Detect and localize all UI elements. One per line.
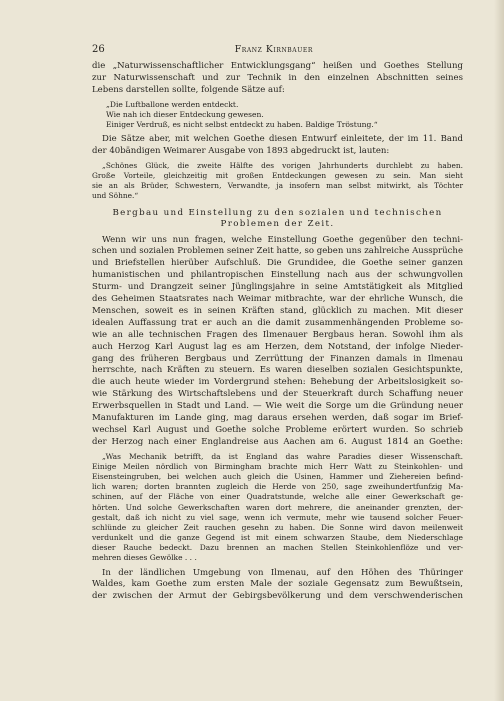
text-line: herrschte, nach Kräften zu steuern. Es waren dieselben sozialen Gesichtspunkte,: [92, 365, 463, 376]
quote-line: und Söhne.“: [92, 191, 139, 201]
text-line: gang des früheren Bergbaus und Zerrüttung der Finanzen damals in Ilmenau: [92, 353, 463, 364]
quote-line: Eisensteingruben, bei welchen auch gleich die Usinen, Hammer und Ziehereien befind-: [92, 472, 463, 482]
quote-line: mehren dieses Gewölke . . .: [92, 553, 197, 563]
paragraph-ilmenau: [92, 568, 463, 604]
text-line: Waldes, kam Goethe zum ersten Male der soziale Gegensatz zum Bewußtsein,: [92, 579, 463, 590]
quote-line: schinen, auf der Fläche von einer Quadratstunde, welche alle einer Gewerkschaft ge-: [92, 492, 463, 502]
text-line: Lebens darstellen sollte, folgende Sätze auf:: [92, 84, 285, 95]
text-line: wie an alle technischen Fragen des Ilmenauer Bergbaus heran. Sowohl ihm als: [92, 329, 463, 340]
quote-line: dieser Rauche bedeckt. Dazu brennen an machen Stellen Steinkohlenflöze und ver-: [92, 543, 463, 553]
quote-line: „Schönes Glück, die zweite Hälfte des vorigen Jahrhunderts durchlebt zu haben.: [102, 161, 463, 171]
quote-line: hörten. Und solche Gewerkschaften waren dort mehrere, die aneinander grenzten, der-: [92, 502, 463, 512]
quote-line: verdunkelt und die ganze Gegend ist mit einem schwarzen Staube, dem Niederschlage: [92, 533, 463, 543]
heading-line: Problemen der Zeit.: [220, 219, 335, 230]
page-number: 26: [92, 44, 105, 55]
running-head: Franz Kirnbauer: [234, 44, 313, 55]
text-line: die auch heute wieder im Vordergrund stehen: Behebung der Arbeitslosigkeit so-: [92, 377, 463, 388]
quote-line: gestalt, daß ich nicht zu viel sage, wenn ich vermute, mehr wie tausend solcher Feuer-: [92, 512, 463, 522]
text-line: Menschen, soweit es in seinen Kräften stand, glücklich zu machen. Mit dieser: [92, 305, 463, 316]
text-line: humanistischen und philantropischen Einstellung nach aus der schwungvollen: [92, 270, 463, 281]
quote-line: Einige Meilen nördlich von Birmingham brachte mich Herr Watt zu Steinkohlen- und: [92, 461, 463, 471]
text-line: schen und sozialen Problemen seiner Zeit hatte, so geben uns zahlreiche Aussprüche: [92, 246, 463, 257]
paragraph-weimar-edition: [92, 134, 463, 158]
text-line: die „Naturwissenschaftlicher Entwicklungsgang“ heißen und Goethes Stellung: [92, 61, 463, 71]
text-line: auch Herzog Karl August lag es am Herzen, dem Notstand, der infolge Nieder-: [92, 341, 463, 352]
paragraph-main: [92, 235, 463, 449]
text-line: zur Naturwissenschaft und zur Technik in den einzelnen Abschnitten seines: [92, 72, 463, 83]
quote-schoenes-glueck: [92, 161, 463, 201]
text-line: Die Sätze aber, mit welchen Goethe diesen Entwurf einleitete, der im 11. Band: [102, 134, 463, 145]
section-heading: [92, 208, 463, 231]
text-line: In der ländlichen Umgebung von Ilmenau, auf den Höhen des Thüringer: [102, 567, 463, 578]
text-line: Manufakturen im Lande ging, mag daraus ersehen werden, daß sogar im Brief-: [92, 413, 463, 424]
quote-line: Große Vorteile, gleichzeitig mit großen Entdeckungen gewesen zu sein. Man sieht: [92, 171, 463, 181]
page-edge-shadow: [494, 0, 504, 701]
text-line: wechsel Karl August und Goethe solche Probleme erörtert wurden. So schrieb: [92, 425, 463, 436]
quote-line: Wie nah ich dieser Entdeckung gewesen.: [106, 109, 264, 119]
text-line: Sturm- und Drangzeit seiner Jünglingsjahre in seine Amtstätigkeit als Mitglied: [92, 282, 463, 293]
text-line: des Geheimen Staatsrates nach Weimar mitbrachte, war der ehrliche Wunsch, die: [92, 294, 463, 305]
text-line: und Briefstellen hierüber Aufschluß. Die Grundidee, die Goethe seiner ganzen: [92, 258, 463, 269]
text-line: der zwischen der Armut der Gebirgsbevölkerung und dem verschwenderischen: [92, 591, 463, 602]
text-line: Wenn wir uns nun fragen, welche Einstellung Goethe gegenüber den techni-: [102, 234, 463, 245]
text-line: wie Stärkung des Wirtschaftslebens und der Steuerkraft durch Schaffung neuer: [92, 389, 463, 400]
page-body: [92, 44, 463, 603]
quote-karl-august-letter: [92, 452, 463, 564]
quote-line: „Die Luftballone werden entdeckt.: [106, 99, 239, 109]
quote-line: sie an als Brüder, Schwestern, Verwandte, ja insofern man selbst mitwirkt, als Töchter: [92, 181, 463, 191]
quote-line: „Was Mechanik betrifft, da ist England das wahre Paradies dieser Wissenschaft.: [102, 451, 463, 461]
text-line: Erwerbsquellen in Stadt und Land. — Wie weit die Sorge um die Gründung neuer: [92, 401, 463, 412]
quote-line: lich waren; dorten brannten zugleich die Herde von 250, sage zweihundertfunfzig Ma-: [92, 482, 463, 492]
quote-line: Einiger Verdruß, es nicht selbst entdeckt zu haben. Baldige Tröstung.“: [106, 120, 378, 130]
text-line: der 40bändigen Weimarer Ausgabe von 1893 abgedruckt ist, lauten:: [92, 146, 390, 157]
quote-line: schlünde zu gleicher Zeit rauchen gesehn zu haben. Die Sonne wird davon meilenweit: [92, 522, 463, 532]
text-line: idealen Auffassung trat er auch an die damit zusammenhängenden Probleme so-: [92, 317, 463, 328]
quote-balloons: [106, 100, 463, 131]
text-line: der Herzog nach einer Englandreise aus Aachen am 6. August 1814 an Goethe:: [92, 436, 463, 447]
page-header: [92, 44, 463, 55]
paragraph-intro: [92, 61, 463, 97]
heading-line: Bergbau und Einstellung zu den sozialen und technischen: [112, 207, 443, 218]
